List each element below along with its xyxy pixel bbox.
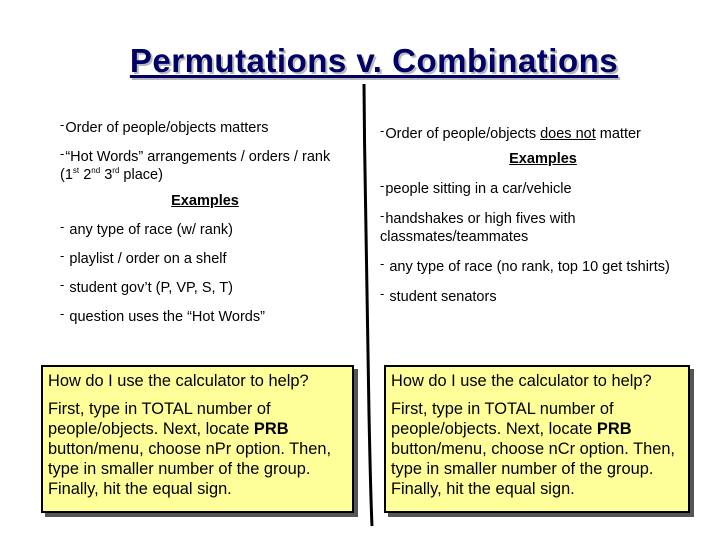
instruction-text: button/menu, choose nPr option. Then, type in smaller number of the group. Finally, hit the equal sign.	[48, 440, 332, 498]
item-text: any type of race (no rank, top 10 get tshirts)	[385, 259, 670, 275]
list-item: -Order of people/objects does not matter	[380, 123, 641, 142]
column-divider	[361, 84, 375, 526]
example-item: - student gov’t (P, VP, S, T)	[60, 277, 233, 296]
list-item: -Order of people/objects matters	[60, 117, 269, 136]
instruction-text: button/menu, choose nCr option. Then, type in smaller number of the group. Finally, hit the equal sign.	[391, 440, 675, 498]
example-item: -people sitting in a car/vehicle	[380, 178, 572, 197]
item-text: Order of people/objects matters	[65, 120, 269, 136]
item-text: student senators	[385, 289, 497, 305]
item-text: handshakes or high fives with classmates/teammates	[380, 211, 576, 245]
examples-heading: Examples	[509, 151, 577, 167]
rank-suffix: rd	[112, 166, 120, 175]
page-title: Permutations v. Combinations	[129, 42, 619, 79]
example-item: - question uses the “Hot Words”	[60, 306, 265, 325]
combinations-column	[380, 122, 680, 315]
permutations-column	[60, 116, 350, 334]
item-text: playlist / order on a shelf	[69, 251, 227, 267]
rank-suffix: nd	[91, 166, 101, 175]
item-text: any type of race (w/ rank)	[69, 222, 233, 238]
rank-number: 1	[64, 167, 73, 183]
example-item: - any type of race (w/ rank)	[60, 219, 233, 238]
instruction-text: First, type in TOTAL number of people/objects. Next, locate	[391, 400, 614, 438]
example-item: - student senators	[380, 286, 497, 305]
help-question: How do I use the calculator to help?	[48, 372, 309, 390]
example-item: - playlist / order on a shelf	[60, 248, 227, 267]
item-text: matter	[595, 126, 641, 142]
item-text: people sitting in a car/vehicle	[385, 181, 572, 197]
item-text: student gov’t (P, VP, S, T)	[69, 280, 233, 296]
instruction-text: First, type in TOTAL number of people/objects. Next, locate	[48, 400, 271, 438]
calculator-help-box-combinations	[384, 365, 690, 513]
example-item: - any type of race (no rank, top 10 get tshirts)	[380, 256, 670, 275]
item-text: question uses the “Hot Words”	[69, 309, 265, 325]
rank-tail: place)	[119, 167, 163, 183]
list-item: -“Hot Words” arrangements / orders / rank (1st 2nd 3rd place)	[60, 146, 331, 183]
calculator-help-box-permutations	[41, 365, 354, 513]
prb-label: PRB	[253, 420, 289, 438]
examples-heading: Examples	[171, 193, 239, 209]
prb-label: PRB	[596, 420, 632, 438]
rank-suffix: st	[72, 166, 80, 175]
item-text: “Hot Words” arrangements / orders / rank (	[60, 149, 331, 183]
help-question: How do I use the calculator to help?	[391, 372, 652, 390]
item-text: Order of people/objects	[385, 126, 541, 142]
underlined-text: does not	[540, 126, 596, 142]
help-instructions	[48, 399, 348, 499]
rank-number: 2	[83, 167, 92, 183]
example-item: -handshakes or high fives with classmates/teammates	[380, 208, 576, 245]
help-instructions	[391, 399, 684, 499]
rank-number: 3	[104, 167, 113, 183]
